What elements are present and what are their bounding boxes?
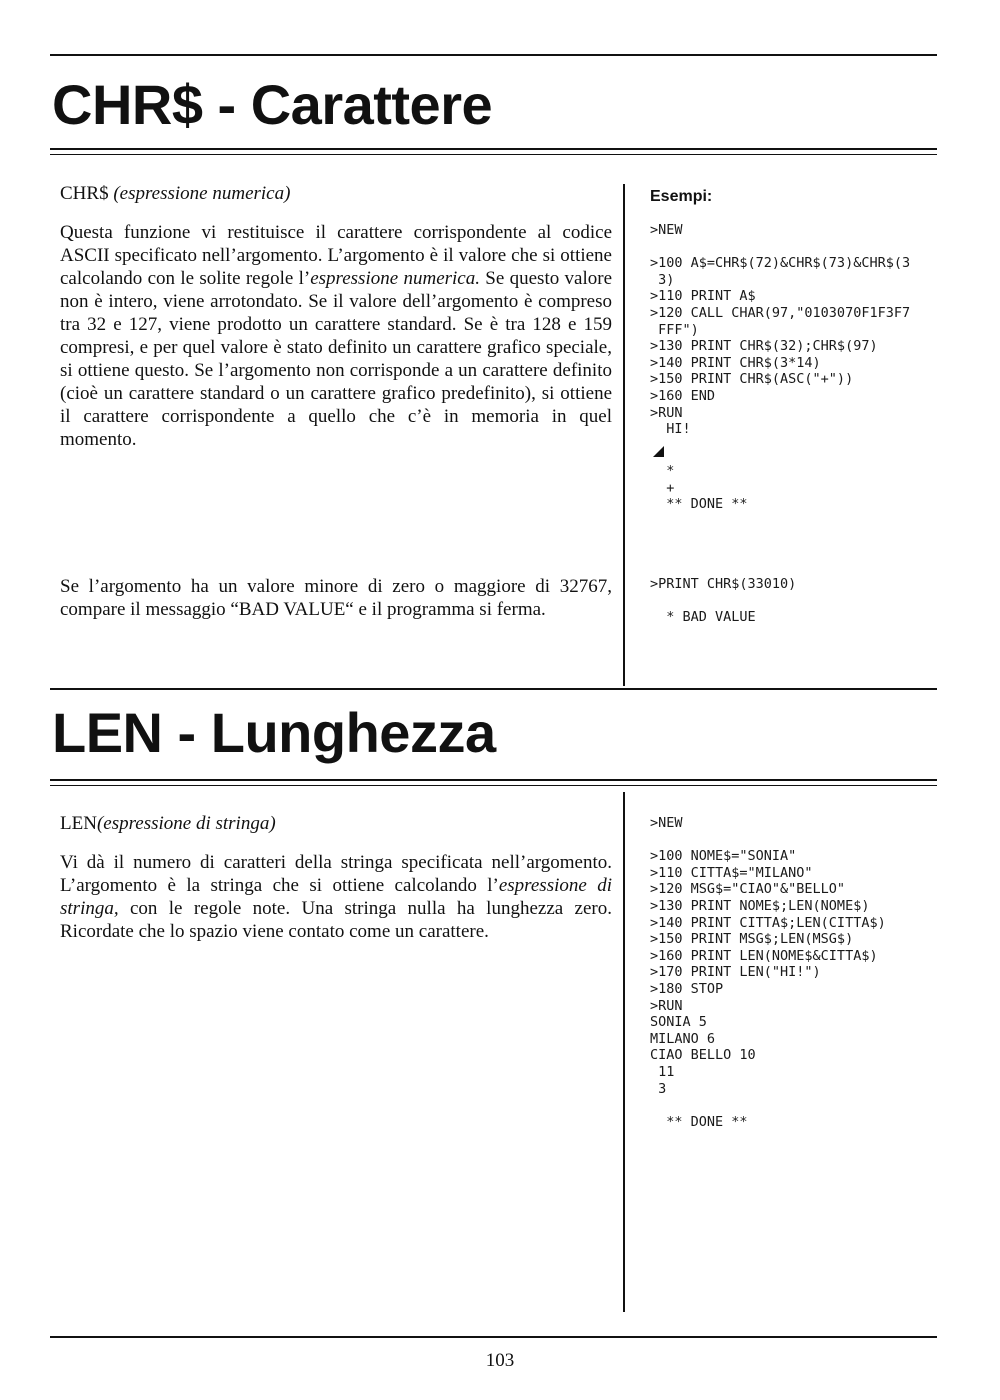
code-line: >NEW xyxy=(650,222,683,238)
code-line: >150 PRINT CHR$(ASC("+")) xyxy=(650,371,854,388)
chr-example-code xyxy=(650,222,910,438)
code-line: >PRINT CHR$(33010) xyxy=(650,576,797,592)
code-line: + xyxy=(666,479,675,496)
code-line: >100 A$=CHR$(72)&CHR$(73)&CHR$(3 xyxy=(650,255,911,272)
chr-example-output xyxy=(650,463,748,513)
bottom-rule xyxy=(50,1336,937,1338)
len-description-part2: con le regole note. Una stringa nulla ha lunghezza zero. Ricordate che lo spazio viene contato come un carattere. xyxy=(60,898,612,942)
code-line: >RUN xyxy=(650,997,683,1014)
code-line: >140 PRINT CITTA$;LEN(CITTA$) xyxy=(650,914,886,931)
code-line: SONIA 5 xyxy=(650,1014,707,1031)
code-line: ** DONE ** xyxy=(650,496,748,513)
code-line: >110 PRINT A$ xyxy=(650,288,756,305)
code-line: >160 END xyxy=(650,387,716,404)
len-description xyxy=(60,851,612,943)
bad-value-example xyxy=(650,576,796,626)
code-line: >150 PRINT MSG$;LEN(MSG$) xyxy=(650,931,854,948)
len-syntax-keyword: LEN xyxy=(60,813,97,834)
len-description-part1: Vi dà il numero di caratteri della stringa specificata nell’argomento. L’argomento è la stringa che si ottiene calcolando l’ xyxy=(60,852,612,896)
column-divider-2 xyxy=(623,792,625,1312)
code-line: 3 xyxy=(658,1080,667,1097)
chr-syntax xyxy=(60,183,290,205)
code-line: >170 PRINT LEN("HI!") xyxy=(650,964,821,981)
code-line: ** DONE ** xyxy=(650,1113,748,1130)
code-line: >130 PRINT CHR$(32);CHR$(97) xyxy=(650,338,878,355)
chr-description-part2: Se questo valore non è intero, viene arrotondato. Se il valore dell’argomento è compreso tra 32 e 127, viene prodotto un carattere standard. Se è tra 128 e 159 compresi, e per quel valore è stato definito un carattere grafico speciale, si ottiene questo. Se l’argomento non corrisponde a un carattere definito (cioè un carattere standard o un carattere grafico predefinito), si ottiene il carattere corrispondente a quello che c’è in memoria in quel momento. xyxy=(60,268,613,450)
code-line: CIAO BELLO 10 xyxy=(650,1047,756,1064)
code-line: 11 xyxy=(658,1063,675,1080)
code-line: >180 STOP xyxy=(650,980,724,997)
section-title-chr: CHR$ - Carattere xyxy=(52,73,493,136)
page-number: 103 xyxy=(485,1350,515,1371)
top-rule xyxy=(50,54,937,56)
graphic-character-glyph xyxy=(653,446,664,457)
len-description-emphasis: espressione di stringa, xyxy=(60,875,612,919)
examples-label: Esempi: xyxy=(650,188,713,205)
chr-description-part1: Questa funzione vi restituisce il carattere corrispondente al codice ASCII specificato nell’argomento. L’argomento è il valore che si ottiene calcolando con le solite regole l’ xyxy=(60,222,612,289)
code-line: 3) xyxy=(658,271,675,288)
code-line: >RUN xyxy=(650,404,683,421)
code-line: >NEW xyxy=(650,815,683,831)
chr-description-emphasis: espressione numerica. xyxy=(310,268,480,289)
code-line: * xyxy=(666,463,675,479)
chr-syntax-arg: (espressione numerica) xyxy=(113,183,291,204)
title-rule-double-b xyxy=(50,154,937,155)
len-title-rule-a xyxy=(50,779,937,781)
column-divider-1 xyxy=(623,184,625,686)
chr-description xyxy=(60,221,612,451)
len-title-rule-b xyxy=(50,785,937,786)
code-line: MILANO 6 xyxy=(650,1030,716,1047)
chr-syntax-keyword: CHR$ xyxy=(60,183,109,204)
len-example-code xyxy=(650,815,886,1130)
code-line: >100 NOME$="SONIA" xyxy=(650,848,797,865)
code-line: >110 CITTA$="MILANO" xyxy=(650,864,813,881)
code-line: HI! xyxy=(650,421,691,438)
code-line: >140 PRINT CHR$(3*14) xyxy=(650,354,821,371)
graphic-char-line xyxy=(650,444,664,461)
code-line: >130 PRINT NOME$;LEN(NOME$) xyxy=(650,897,870,914)
len-syntax-arg: (espressione di stringa) xyxy=(96,813,276,834)
section-title-len: LEN - Lunghezza xyxy=(52,701,496,764)
chr-bad-value-note: Se l’argomento ha un valore minore di zero o maggiore di 32767, compare il messaggio “BAD VALUE“ e il programma si ferma. xyxy=(60,576,612,620)
code-line: >120 MSG$="CIAO"&"BELLO" xyxy=(650,881,846,898)
section-separator-rule xyxy=(50,688,937,690)
code-line: >160 PRINT LEN(NOME$&CITTA$) xyxy=(650,947,878,964)
code-line: * BAD VALUE xyxy=(650,609,756,626)
code-line: FFF") xyxy=(658,321,699,338)
title-rule-double-a xyxy=(50,148,937,150)
code-line: >120 CALL CHAR(97,"0103070F1F3F7 xyxy=(650,304,911,321)
len-syntax xyxy=(60,813,276,835)
